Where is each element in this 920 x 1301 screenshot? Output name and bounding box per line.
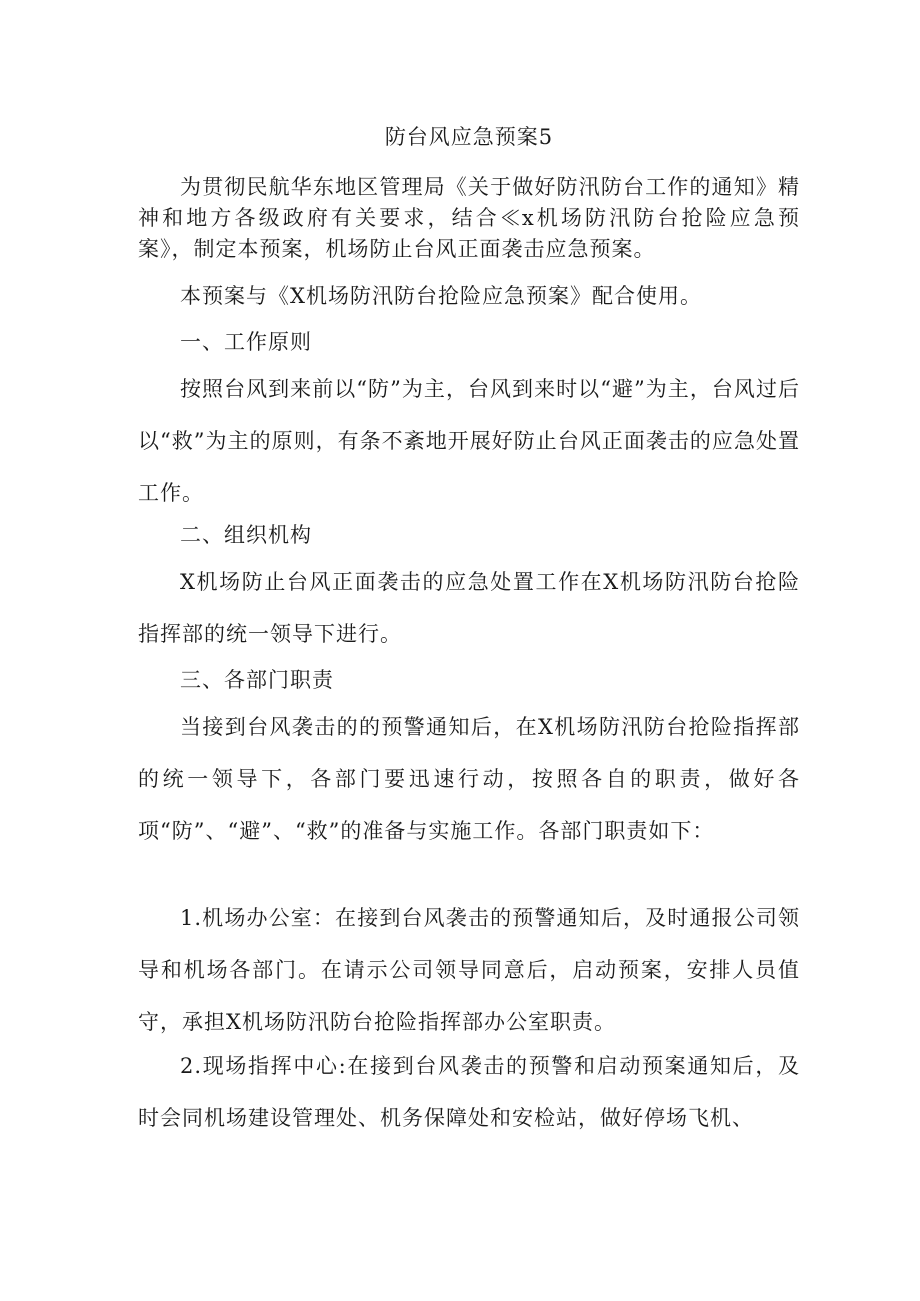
section-heading-principles: 一、工作原则 (180, 330, 312, 354)
paragraph-duty-office: 1.机场办公室：在接到台风袭击的预警通知后，及时通报公司领导和机场各部门。在请示公司领导同意后，启动预案，安排人员值守，承担X机场防汛防台抢险指挥部办公室职责。 (138, 906, 800, 1034)
paragraph-duties: 当接到台风袭击的的预警通知后，在X机场防汛防台抢险指挥部的统一领导下，各部门要迅速行动，按照各自的职责，做好各项“防”、“避”、“救”的准备与实施工作。各部门职责如下： (138, 715, 800, 843)
paragraph-principles: 按照台风到来前以“防”为主，台风到来时以“避”为主，台风过后以“救”为主的原则，有条不紊地开展好防止台风正面袭击的应急处置工作。 (138, 377, 800, 505)
document-title: 防台风应急预案5 (384, 125, 554, 149)
paragraph-duty-command-center: 2.现场指挥中心:在接到台风袭击的预警和启动预案通知后，及时会同机场建设管理处、机务保障处和安检站，做好停场飞机、 (138, 1054, 800, 1130)
paragraph-usage: 本预案与《X机场防汛防台抢险应急预案》配合使用。 (180, 284, 702, 308)
section-heading-duties: 三、各部门职责 (180, 668, 334, 692)
section-heading-organization: 二、组织机构 (180, 523, 312, 547)
paragraph-organization: X机场防止台风正面袭击的应急处置工作在X机场防汛防台抢险指挥部的统一领导下进行。 (138, 570, 800, 646)
paragraph-intro: 为贯彻民航华东地区管理局《关于做好防汛防台工作的通知》精神和地方各级政府有关要求，结合≪x机场防汛防台抢险应急预案》，制定本预案，机场防止台风正面袭击应急预案。 (138, 175, 800, 261)
